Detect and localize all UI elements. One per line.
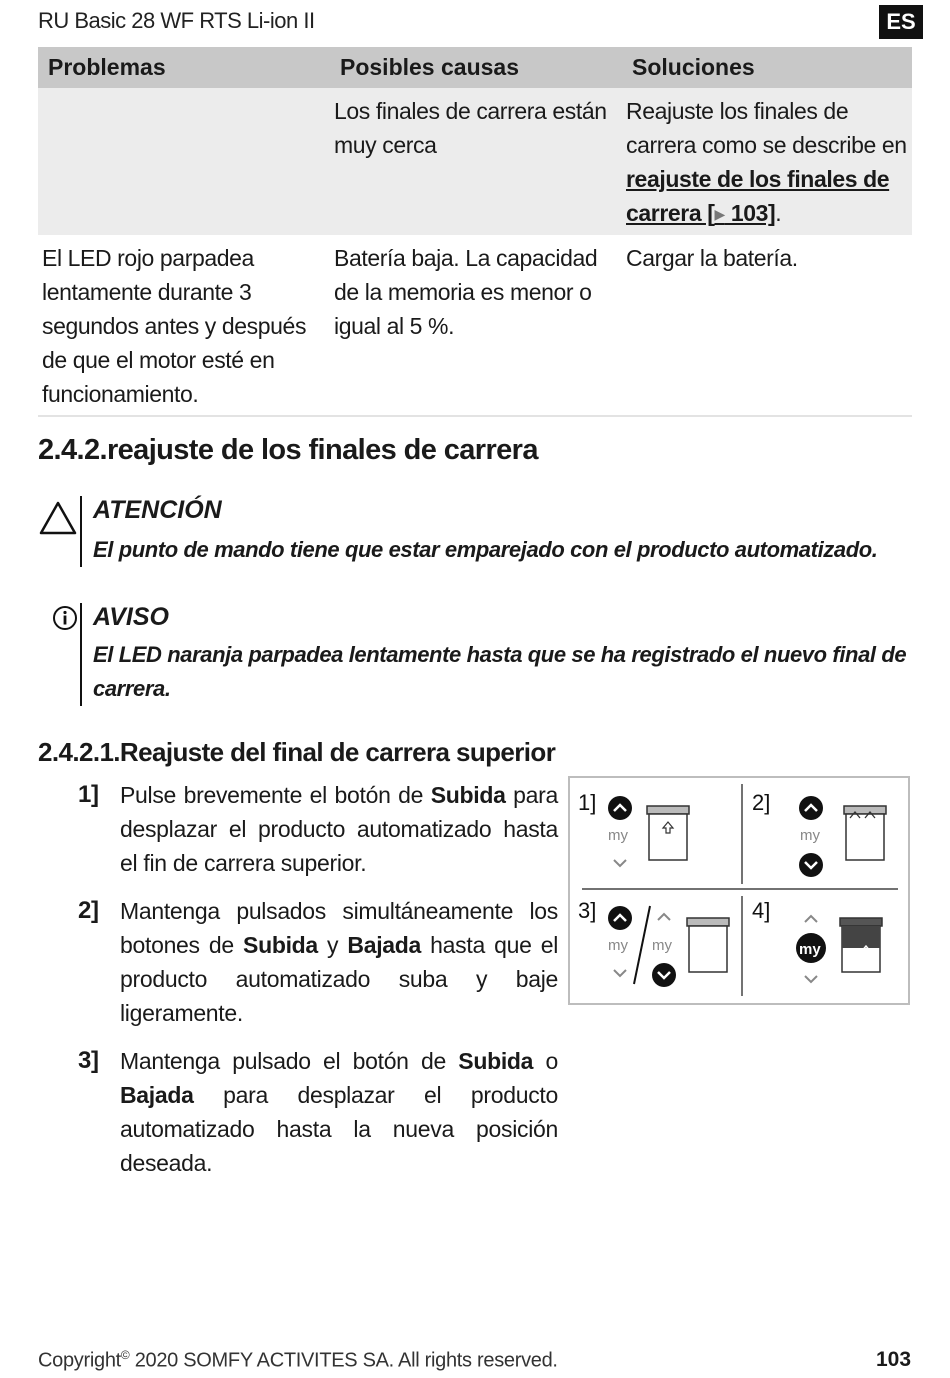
warning-triangle-icon: [38, 500, 78, 536]
my-button-label: my: [800, 827, 820, 844]
up-chevron-icon: [658, 914, 670, 920]
aviso-title: AVISO: [93, 603, 169, 631]
down-chevron-icon: [614, 860, 626, 866]
step-text: Mantenga pulsado el botón de: [120, 1048, 459, 1074]
shutter-icon: [647, 806, 689, 860]
step-text: Mantenga pulsados simultáneamente los botones de: [120, 898, 558, 958]
step-number: 3]: [78, 1047, 99, 1074]
down-button-icon: [799, 853, 823, 877]
link-page: 103]: [724, 200, 776, 226]
troubleshooting-table: [38, 47, 912, 417]
page-arrow-icon: ▶: [714, 206, 725, 222]
header-solutions: Soluciones: [622, 47, 912, 88]
panel-label: 3]: [578, 898, 597, 923]
list-item: [78, 894, 558, 1030]
problem-cell: El LED rojo parpadea lentamente durante 3 segundos antes y después de que el motor esté en funcionamiento.: [38, 235, 330, 416]
aviso-notice: [80, 603, 913, 706]
up-chevron-icon: [805, 916, 817, 922]
language-badge: ES: [879, 5, 923, 39]
down-button-icon: [652, 963, 676, 987]
steps-list: [78, 778, 558, 1194]
step-number: 2]: [78, 897, 99, 924]
cause-cell: Batería baja. La capacidad de la memoria es menor o igual al 5 %.: [330, 235, 622, 416]
separator-slash: [634, 906, 650, 984]
step-text: para desplazar el producto automatizado hasta el fin de carrera superior.: [120, 782, 558, 876]
aviso-text: El LED naranja parpadea lentamente hasta que se ha registrado el nuevo final de carrera.: [93, 642, 907, 701]
up-button-icon: [799, 796, 823, 820]
up-button-icon: [608, 796, 632, 820]
down-chevron-icon: [614, 970, 626, 976]
step-text: o: [533, 1048, 558, 1074]
table-row: [38, 235, 912, 416]
cause-cell: Los finales de carrera están muy cerca: [330, 88, 622, 235]
step-text: hasta que el producto automatizado suba y baje ligeramente.: [120, 932, 559, 1026]
solution-suffix: .: [775, 200, 782, 226]
down-chevron-icon: [805, 976, 817, 982]
step-keyword: Bajada: [347, 932, 422, 958]
my-button-label: my: [608, 827, 628, 844]
svg-text:my: my: [799, 941, 821, 958]
page-number: 103: [876, 1348, 912, 1371]
my-button-label: my: [652, 937, 672, 954]
step-text: Pulse brevemente el botón de: [120, 782, 431, 808]
solution-cell: [622, 88, 912, 235]
solution-text: Reajuste los finales de carrera como se describe en: [626, 98, 907, 158]
copyright-text: Copyright: [38, 1349, 121, 1372]
shutter-icon: [687, 918, 729, 972]
step-keyword: Bajada: [120, 1082, 194, 1108]
subsection-heading: 2.4.2.1.Reajuste del final de carrera superior: [38, 737, 556, 767]
step-text: y: [317, 932, 348, 958]
panel-label: 1]: [578, 790, 597, 815]
header-causes: Posibles causas: [330, 47, 622, 88]
attention-notice: [80, 496, 878, 567]
attention-text: El punto de mando tiene que estar emparejado con el producto automatizado.: [93, 537, 878, 562]
up-button-icon: [608, 906, 632, 930]
panel-label: 2]: [752, 790, 771, 815]
solution-cell: Cargar la batería.: [622, 235, 912, 416]
shutter-moving-icon: [844, 806, 886, 860]
shutter-adjust-icon: [840, 918, 882, 972]
cross-reference-link[interactable]: [626, 166, 889, 226]
my-button-label: my: [608, 937, 628, 954]
info-icon: [52, 605, 78, 631]
document-title: RU Basic 28 WF RTS Li-ion II: [38, 8, 315, 33]
step-number: 1]: [78, 781, 99, 808]
section-heading: 2.4.2.reajuste de los finales de carrera: [38, 434, 538, 466]
link-text: reajuste de los finales de carrera [: [626, 166, 890, 226]
procedure-illustration: [568, 776, 910, 1005]
table-row: [38, 88, 912, 235]
header-problems: Problemas: [38, 47, 330, 88]
panel-label: 4]: [752, 898, 771, 923]
step-keyword: Subida: [243, 932, 318, 958]
copyright-text: 2020 SOMFY ACTIVITES SA. All rights reserved.: [129, 1349, 558, 1372]
attention-title: ATENCIÓN: [93, 496, 222, 524]
my-button-icon: [796, 933, 826, 963]
step-text: para desplazar el producto automatizado hasta la nueva posición deseada.: [120, 1082, 558, 1176]
problem-cell: [38, 88, 330, 235]
step-keyword: Subida: [430, 782, 506, 808]
copyright-symbol: ©: [120, 1348, 130, 1362]
list-item: [78, 1044, 558, 1180]
list-item: [78, 778, 558, 880]
copyright-notice: [38, 1348, 558, 1373]
step-keyword: Subida: [458, 1048, 534, 1074]
